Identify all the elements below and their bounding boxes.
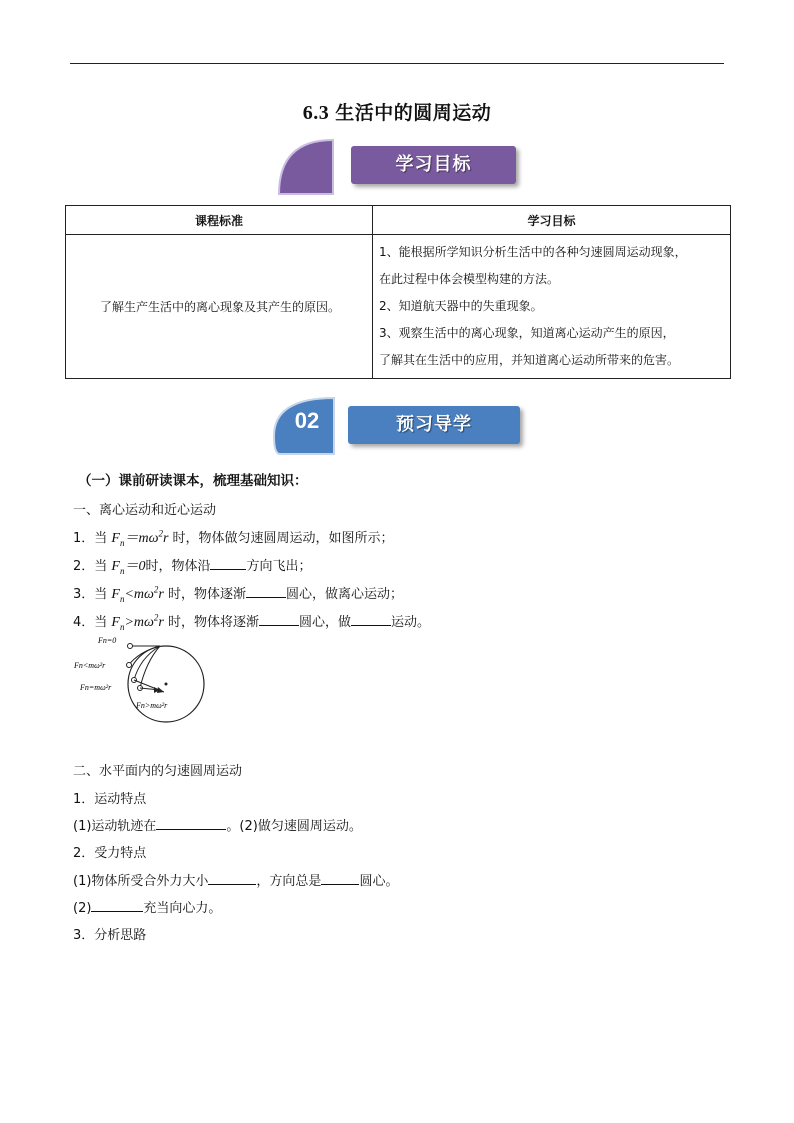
section2-item1a [73, 815, 362, 834]
text: 时，物体逐渐 [163, 587, 247, 602]
eq-greater: $F_n>m\omega^2r$ [111, 612, 164, 632]
banner-quarter-shape-icon [275, 138, 339, 198]
fill-blank[interactable] [259, 612, 299, 626]
label-fn-zero: Fn=0 [98, 636, 117, 645]
section1-line2 [73, 555, 312, 576]
banner-label: 学习目标 [351, 146, 516, 184]
fill-blank[interactable] [156, 816, 226, 830]
section-number: 6.3 [302, 102, 330, 124]
section2-title: 二、水平面内的匀速圆周运动 [73, 764, 243, 779]
table-header-standard: 课程标准 [66, 206, 373, 235]
text: 3．当 [73, 587, 112, 602]
fill-blank[interactable] [321, 871, 359, 885]
section1-line3 [73, 583, 403, 604]
text: 方向飞出； [246, 559, 312, 574]
label-fn-equal: Fn=mω²r [80, 683, 112, 692]
badge-number: 02 [294, 408, 320, 433]
learning-goals-cell [373, 235, 731, 379]
page-title [0, 98, 794, 125]
section1-line1 [73, 527, 394, 548]
text: 运动。 [391, 615, 431, 630]
text: 圆心，做离心运动； [286, 587, 404, 602]
section1-line4 [73, 611, 430, 632]
eq-less: $F_n<m\omega^2r$ [111, 584, 164, 604]
text: 2．当 [73, 559, 112, 574]
goal-line: 3、观察生活中的离心现象，知道离心运动产生的原因， [379, 326, 675, 340]
preview-heading: （一）课前研读课本，梳理基础知识： [78, 473, 308, 489]
title-text: 生活中的圆周运动 [335, 102, 492, 124]
text: (1)物体所受合外力大小 [73, 874, 209, 889]
fill-blank[interactable] [351, 612, 391, 626]
course-standard-cell: 了解生产生活中的离心现象及其产生的原因。 [66, 235, 373, 379]
text: ，方向总是 [256, 874, 322, 889]
text: 时，物体将逐渐 [163, 615, 260, 630]
text: 时，物体沿 [145, 559, 211, 574]
label-fn-less: Fn<mω²r [74, 661, 106, 670]
goals-table [65, 205, 731, 379]
section2-item1: 1．运动特点 [73, 792, 147, 807]
section2-item2b [73, 897, 221, 916]
centrifugal-motion-figure [68, 632, 218, 732]
text: 4．当 [73, 615, 112, 630]
text: 充当向心力。 [143, 901, 222, 916]
eq-equal: $F_n=m\omega^2r$ [111, 528, 169, 548]
text: 圆心。 [359, 874, 399, 889]
section2-item2a [73, 870, 398, 889]
label-fn-greater: Fn>mω²r [136, 701, 168, 710]
text: (2) [73, 901, 92, 916]
goal-line: 在此过程中体会模型构建的方法。 [379, 272, 560, 286]
preview-banner [272, 396, 524, 458]
fill-blank[interactable] [208, 871, 256, 885]
section2-item2: 2．受力特点 [73, 846, 147, 861]
fill-blank[interactable] [246, 584, 286, 598]
section1-title: 一、离心运动和近心运动 [73, 503, 217, 518]
fill-blank[interactable] [91, 898, 143, 912]
text: 圆心，做 [299, 615, 352, 630]
goal-line: 了解其在生活中的应用，并知道离心运动所带来的危害。 [379, 353, 680, 367]
text: 1．当 [73, 531, 112, 546]
learning-goals-banner [275, 138, 520, 198]
goal-line: 1、能根据所学知识分析生活中的各种匀速圆周运动现象， [379, 245, 687, 259]
text: (1)运动轨迹在 [73, 819, 157, 834]
eq-zero: $F_n=0$ [111, 559, 146, 576]
header-rule [70, 63, 724, 64]
banner-label: 预习导学 [348, 406, 520, 444]
section2-item3: 3．分析思路 [73, 928, 147, 943]
text: 时，物体做匀速圆周运动，如图所示； [168, 531, 394, 546]
text: 。(2)做匀速圆周运动。 [226, 819, 362, 834]
fill-blank[interactable] [210, 556, 246, 570]
goal-line: 2、知道航天器中的失重现象。 [379, 299, 543, 313]
table-header-goals: 学习目标 [373, 206, 731, 235]
